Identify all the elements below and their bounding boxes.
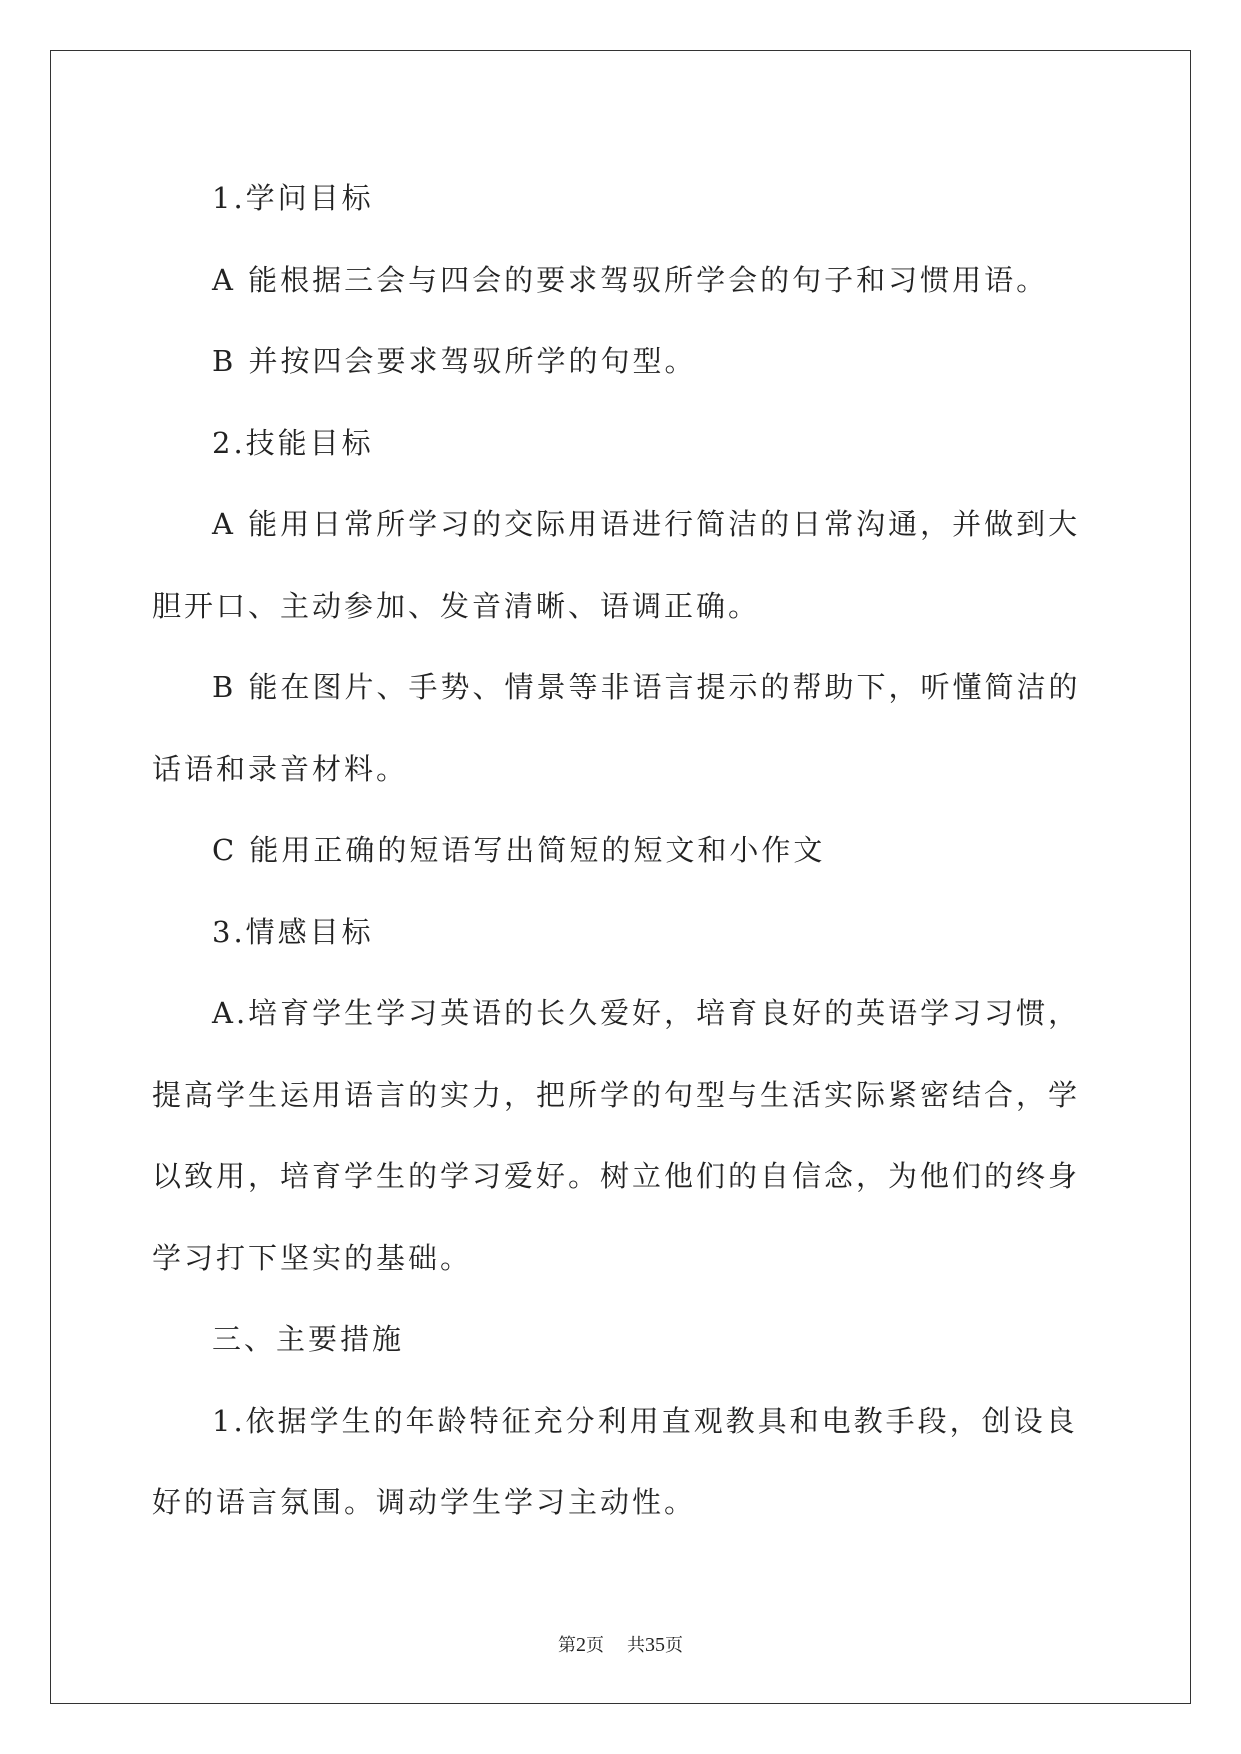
footer-page-suffix: 页 (586, 1635, 605, 1656)
paragraph-skill-c: C 能用正确的短语写出简短的短文和小作文 (212, 833, 826, 867)
current-page-number: 2 (576, 1634, 587, 1656)
heading-emotion-goal: 3.情感目标 (212, 914, 374, 949)
document-body (152, 158, 1092, 1544)
paragraph-measure-1: 1.依据学生的年龄特征充分利用直观教具和电教手段，创设良好的语言氛围。调动学生学习主动性。 (152, 1403, 1078, 1519)
heading-main-measures: 三、主要措施 (212, 1322, 405, 1356)
total-pages-number: 35 (644, 1634, 665, 1656)
heading-knowledge-goal: 1.学问目标 (212, 181, 374, 215)
page-footer (0, 1631, 1241, 1657)
heading-skill-goal: 2.技能目标 (212, 425, 374, 460)
footer-prefix: 第 (558, 1635, 577, 1656)
paragraph-emotion-a: A.培育学生学习英语的长久爱好，培育良好的英语学习习惯，提高学生运用语言的实力，把所学的句型与生活实际紧密结合，学以致用，培育学生的学习爱好。树立他们的自信念，为他们的终身学习打下坚实的基础。 (152, 996, 1081, 1275)
paragraph-skill-b: B 能在图片、手势、情景等非语言提示的帮助下，听懂简洁的话语和录音材料。 (152, 670, 1081, 786)
footer-total-prefix: 共 (626, 1635, 645, 1656)
paragraph-knowledge-b: B 并按四会要求驾驭所学的句型。 (212, 344, 697, 378)
paragraph-knowledge-a: A 能根据三会与四会的要求驾驭所学会的句子和习惯用语。 (212, 262, 1049, 297)
footer-total-suffix: 页 (664, 1635, 683, 1656)
paragraph-skill-a: A 能用日常所学习的交际用语进行简洁的日常沟通，并做到大胆开口、主动参加、发音清晰、语调正确。 (152, 507, 1081, 623)
